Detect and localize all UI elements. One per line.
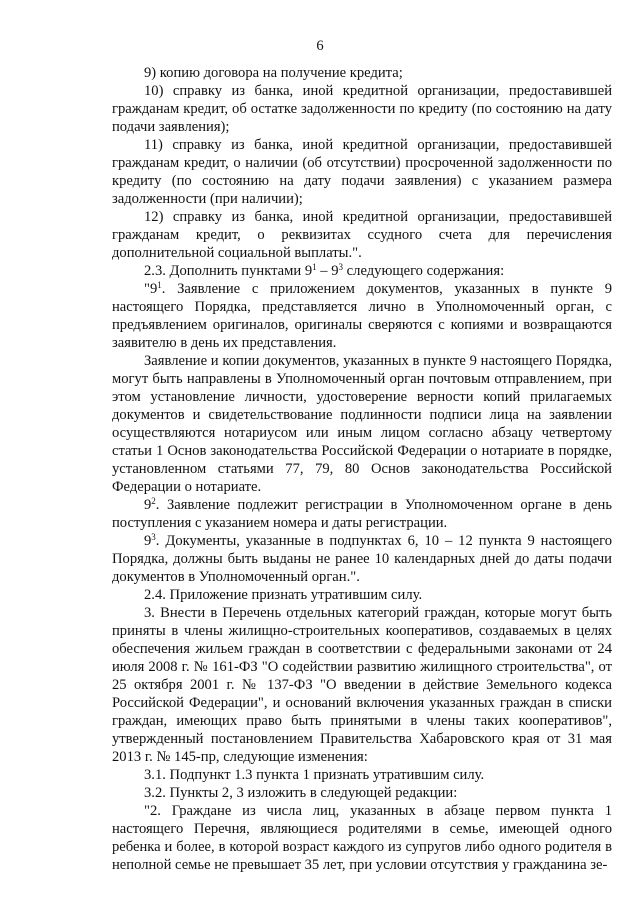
paragraph-text: 9 — [144, 497, 152, 513]
superscript: 1 — [157, 280, 162, 290]
paragraph — [112, 352, 612, 496]
paragraph-text: – 9 — [316, 263, 339, 279]
paragraph — [112, 262, 612, 280]
paragraph-text: следующего содержания: — [343, 263, 505, 279]
paragraph-text: 3. Внести в Перечень отдельных категорий граждан, которые могут быть приняты в члены жилищно-строительных кооперативов, создаваемых в целях обеспечения жильем граждан в соответствии с федеральными законами от 24 июля 2008 г. № 161-ФЗ "О содействии развитию жилищного строительства", от 25 октября 2001 г. № 137-ФЗ "О введении в действие Земельного кодекса Российской Федерации", и оснований включения указанных граждан в списки граждан, имеющих право быть принятыми в члены таких кооперативов", утвержденный постановлением Правительства Хабаровского края от 31 мая 2013 г. № 145-пр, следующие изменения: — [112, 605, 612, 765]
paragraph-text: "9 — [144, 281, 158, 297]
document-body — [112, 64, 612, 874]
superscript: 3 — [338, 262, 344, 272]
superscript: 1 — [312, 262, 317, 272]
superscript: 2 — [151, 496, 156, 506]
paragraph-text: 2.4. Приложение признать утратившим силу. — [144, 587, 423, 603]
paragraph — [112, 532, 612, 586]
paragraph-text: 3.1. Подпункт 1.3 пункта 1 признать утратившим силу. — [144, 767, 485, 783]
paragraph — [112, 766, 612, 784]
paragraph — [112, 784, 612, 802]
paragraph-text: "2. Граждане из числа лиц, указанных в абзаце первом пункта 1 настоящего Перечня, являющиеся родителями в семье, имеющей одного ребенка и более, в которой возраст каждого из супругов либо одного родителя в неполной семье не превышает 35 лет, при условии отсутствия у гражданина зе- — [112, 803, 612, 873]
paragraph-text: 9 — [144, 533, 152, 549]
paragraph-text: 11) справку из банка, иной кредитной организации, предоставившей гражданам кредит, о наличии (об отсутствии) просроченной задолженности по кредиту (по состоянию на дату подачи заявления) с указанием размера задолженности (при наличии); — [112, 137, 612, 207]
paragraph-text: 12) справку из банка, иной кредитной организации, предоставившей гражданам кредит, о реквизитах ссудного счета для перечисления дополнительной социальной выплаты.". — [112, 209, 612, 261]
paragraph — [112, 280, 612, 352]
paragraph — [112, 802, 612, 874]
paragraph-text: 9) копию договора на получение кредита; — [144, 65, 403, 81]
page-number: 6 — [316, 38, 324, 54]
paragraph-text: 3.2. Пункты 2, 3 изложить в следующей редакции: — [144, 785, 458, 801]
paragraph — [112, 64, 612, 82]
paragraph — [112, 586, 612, 604]
paragraph — [112, 82, 612, 136]
paragraph-text: . Документы, указанные в подпунктах 6, 10 – 12 пункта 9 настоящего Порядка, должны быть выданы не ранее 10 календарных дней до даты подачи документов в Уполномоченный орган.". — [112, 533, 612, 585]
paragraph-text: 2.3. Дополнить пунктами 9 — [144, 263, 313, 279]
paragraph-text: 10) справку из банка, иной кредитной организации, предоставившей гражданам кредит, об остатке задолженности по кредиту (по состоянию на дату подачи заявления); — [112, 83, 612, 135]
paragraph — [112, 208, 612, 262]
paragraph-text: . Заявление подлежит регистрации в Уполномоченном органе в день поступления с указанием номера и даты регистрации. — [112, 497, 612, 531]
paragraph — [112, 496, 612, 532]
paragraph-text: . Заявление с приложением документов, указанных в пункте 9 настоящего Порядка, представляется лично в Уполномоченный орган, с предъявлением оригиналов, оригиналы сверяются с копиями и возвращаются заявителю в день их представления. — [112, 281, 612, 351]
paragraph — [112, 604, 612, 766]
paragraph-text: Заявление и копии документов, указанных в пункте 9 настоящего Порядка, могут быть направлены в Уполномоченный орган почтовым отправлением, при этом установление личности, удостоверение верности копий прилагаемых документов и свидетельствование подлинности подписи лица на заявлении осуществляются нотариусом или иным лицом согласно абзацу четвертому статьи 1 Основ законодательства Российской Федерации о нотариате в порядке, установленном статьями 77, 79, 80 Основ законодательства Российской Федерации о нотариате. — [112, 353, 612, 495]
superscript: 3 — [151, 532, 156, 542]
paragraph — [112, 136, 612, 208]
